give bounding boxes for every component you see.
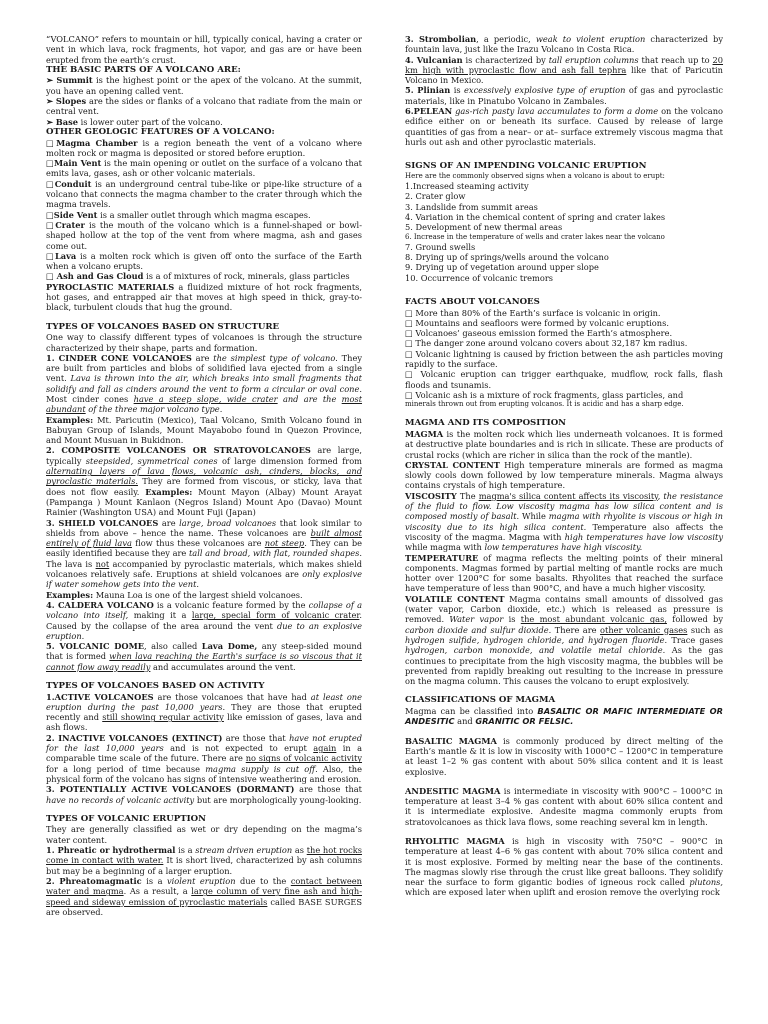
andesitic-paragraph: ANDESITIC MAGMA is intermediate in viscosity with 900°C – 1000°C in temperature at least 3–4 % gas content with about 60% silica content and it is intermediate explosive. Andesite magma commonly erupts from stratovolcanoes as thick lava flows, some reaching several km in length. bbox=[405, 785, 723, 827]
list-item: □ More than 80% of the Earth’s surface is volcanic in origin. bbox=[405, 307, 661, 318]
magma-heading: MAGMA AND ITS COMPOSITION bbox=[405, 418, 567, 429]
feature-magma-chamber: □Magma Chamber is a region beneath the vent of a volcano where molten rock or magma is deposited or stored before eruption. bbox=[46, 137, 362, 158]
list-item: 3. Landslide from summit areas bbox=[405, 201, 538, 212]
list-item: 5. Development of new thermal areas bbox=[405, 222, 563, 233]
eruption-heading: TYPES OF VOLCANIC ERUPTION bbox=[46, 813, 206, 824]
feature-lava: □Lava is a molten rock which is given off onto the surface of the Earth when a volcano erupts. bbox=[46, 250, 362, 272]
activity-heading: TYPES OF VOLCANOES BASED ON ACTIVITY bbox=[46, 681, 265, 691]
cinder-cone-examples: Examples: Mt. Paricutin (Mexico), Taal Volcano, Smith Volcano found in Babuyan Group of Islands, Mount Mayabobo found in Quezon Province, and Mount Musuan in Bukidnon. bbox=[46, 414, 362, 446]
feature-ash-gas-cloud: □ Ash and Gas Cloud is a of mixtures of rock, minerals, glass particles bbox=[46, 271, 350, 282]
dormant-paragraph: 3. POTENTIALLY ACTIVE VOLCANOES (DORMANT) are those that have no records of volcanic activity but are morphologically young-looking. bbox=[46, 784, 362, 805]
pelean-paragraph: 6.PELEAN gas-rich pasty lava accumulates to form a dome on the volcano edifice either on or beneath its surface. Caused by release of large quantities of gas from a near– or at– surface extremely viscous magma that hurls out ash and other pyroclastic materials. bbox=[405, 106, 723, 147]
list-item: minerals thrown out from erupting volcanos. It is acidic and has a sharp edge. bbox=[405, 400, 684, 409]
viscosity-paragraph: VISCOSITY The magma's silica content affects its viscosity, the resistance of the fluid to flow. Low viscosity magma has low silica content and is composed mostly of basalt. While magma with rhyolite is viscous or high in viscosity due to its high silica content. Temperature also affects the viscosity of the magma. Magma with high temperatures have low viscosity while magma with low temperatures have high viscosity. bbox=[405, 490, 723, 553]
list-item: 6. Increase in the temperature of wells and crater lakes near the volcano bbox=[405, 232, 665, 241]
feature-conduit: □Conduit is an underground central tube-like or pipe-like structure of a volcano that connects the magma chamber to the crater through which the magma travels. bbox=[46, 178, 362, 210]
list-item: □ Volcanic ash is a mixture of rock fragments, glass particles, and bbox=[405, 389, 684, 400]
dome-paragraph: 5. VOLCANIC DOME, also called Lava Dome, any steep-sided mound that is formed when lava reaching the Earth's surface is so viscous that it cannot flow away readily and accumulates around the vent. bbox=[46, 641, 362, 672]
pyroclastic-paragraph: PYROCLASTIC MATERIALS a fluidized mixture of hot rock fragments, hot gases, and entrapped air that moves at high speed in thick, gray-to-black, turbulent clouds that hug the ground. bbox=[46, 281, 363, 313]
signs-heading: SIGNS OF AN IMPENDING VOLCANIC ERUPTION bbox=[405, 161, 647, 172]
intro-paragraph: “VOLCANO” refers to mountain or hill, typically conical, having a crater or vent in which lava, rock fragments, hot vapor, and gas are or have been erupted from the earth’s crust. bbox=[46, 34, 362, 65]
composite-paragraph: 2. COMPOSITE VOLCANOES OR STRATOVOLCANOES are large, typically steepsided, symmetrical cones of large dimension formed from alternating layers of lava flows, volcanic ash, cinders, blocks, and pyroclastic materials. They are formed from viscous, or sticky, lava that does not flow easily. Examples: Mount Mayon (Albay) Mount Arayat (Pampanga ) Mount Kanlaon (Negros Island) Mount Apo (Davao) Mount Rainier (Washington USA) and Mount Fuji (Japan) bbox=[46, 445, 363, 518]
list-item: 9. Drying up of vegetation around upper slope bbox=[405, 262, 599, 273]
list-item: 8. Drying up of springs/wells around the volcano bbox=[405, 252, 609, 263]
feature-side-vent: □Side Vent is a smaller outlet through which magma escapes. bbox=[46, 209, 311, 220]
temperature-paragraph: TEMPERATURE of magma reflects the melting points of their mineral components. Magmas formed by partial melting of mantle rocks are much hotter over 1200°C for some basalts. Rhyolites that reached the surface have temperature of less than 900°C, and have a much higher viscosity. bbox=[405, 552, 723, 594]
classifications-paragraph: Magma can be classified into BASALTIC OR MAFIC INTERMEDIATE OR ANDESITIC and GRANITIC OR FELSIC. bbox=[405, 706, 723, 727]
classifications-heading: CLASSIFICATIONS OF MAGMA bbox=[405, 695, 556, 706]
volatile-content-paragraph: VOLATILE CONTENT Magma contains small amounts of dissolved gas (water vapor, Carbon dioxide, etc.) which is released as pressure is removed. Water vapor is the most abundant volcanic gas, followed by carbon dioxide and sulfur dioxide. There are other volcanic gases such as hydrogen sulfide, hydrogen chloride, and hydrogen fluoride. Trace gases hydrogen, carbon monoxide, and volatile metal chloride. As the gas continues to precipitate from the high viscosity magma, the bubbles will be prevented from rapidly breaking out resulting to the increase in pressure on the magma column. This causes the volcano to erupt explosively. bbox=[405, 593, 723, 687]
list-item: 1.Increased steaming activity bbox=[405, 181, 529, 192]
shield-examples: Examples: Mauna Loa is one of the largest shield volcanoes. bbox=[46, 589, 303, 600]
list-item: □ Volcanic eruption can trigger earthquake, mudflow, rock falls, flash floods and tsunamis. bbox=[405, 369, 723, 390]
inactive-paragraph: 2. INACTIVE VOLCANOES (EXTINCT) are those that have not erupted for the last 10,000 years and is not expected to erupt again in a comparable time scale of the future. There are no signs of volcanic activity for a long period of time because magma supply is cut off. Also, the physical form of the volcano has signs of intensive weathering and erosion. bbox=[46, 732, 363, 784]
list-item: □ Mountains and seafloors were formed by volcanic eruptions. bbox=[405, 317, 669, 328]
basic-part-summit: ➢ Summit is the highest point or the apex of the volcano. At the summit, you have an opening called vent. bbox=[46, 75, 362, 96]
strombolian-paragraph: 3. Strombolian, a periodic, weak to violent eruption characterized by fountain lava, just like the Irazu Volcano in Costa Rica. bbox=[405, 34, 723, 55]
feature-main-vent: □Main Vent is the main opening or outlet on the surface of a volcano that emits lava, gases, ash or other volcanic materials. bbox=[46, 158, 362, 179]
feature-crater: □Crater is the mouth of the volcano which is a funnel-shaped or bowl-shaped hollow at the top of the vent from where magma, ash and gases come out. bbox=[46, 219, 362, 251]
signs-list bbox=[405, 181, 723, 283]
features-heading: OTHER GEOLOGIC FEATURES OF A VOLCANO: bbox=[46, 126, 275, 137]
structure-intro: One way to classify different types of volcanoes is through the structure characterized by their shape, parts and formation. bbox=[46, 332, 362, 353]
basaltic-paragraph: BASALTIC MAGMA is commonly produced by direct melting of the Earth’s mantle & it is low in viscosity with 1000°C – 1200°C in temperature at least 1–2 % gas content with about 50% silica content and it is least explosive. bbox=[405, 735, 723, 777]
facts-heading: FACTS ABOUT VOLCANOES bbox=[405, 296, 540, 307]
list-item: 2. Crater glow bbox=[405, 191, 466, 202]
crystal-content-paragraph: CRYSTAL CONTENT High temperature minerals are formed as magma slowly cools down followed by low temperature minerals. Magma always contains crystals of high temperature. bbox=[405, 459, 723, 491]
basic-parts-heading: THE BASIC PARTS OF A VOLCANO ARE: bbox=[46, 64, 241, 75]
list-item: □ Volcanoes’ gaseous emission formed the Earth’s atmosphere. bbox=[405, 328, 673, 339]
structure-heading: TYPES OF VOLCANOES BASED ON STRUCTURE bbox=[46, 321, 280, 332]
basic-part-slopes: ➢ Slopes are the sides or flanks of a volcano that radiate from the main or central vent. bbox=[46, 96, 362, 117]
magma-paragraph: MAGMA is the molten rock which lies underneath volcanoes. It is formed at destructive plate boundaries and is rich in silicate. These are products of crustal rocks (which are richer in silica than the rock of the mantle). bbox=[405, 429, 723, 460]
phreatic-paragraph: 1. Phreatic or hydrothermal is a stream driven eruption as the hot rocks come in contact with water. It is short lived, characterized by ash columns but may be a beginning of a larger eruption. bbox=[46, 845, 362, 876]
active-paragraph: 1.ACTIVE VOLCANOES are those volcanoes that have had at least one eruption during the past 10,000 years. They are those that erupted recently and still showing regular activity like emission of gases, lava and ash flows. bbox=[46, 691, 362, 733]
shield-paragraph: 3. SHIELD VOLCANOES are large, broad volcanoes that look similar to shields from above – hence the name. These volcanoes are built almost entirely of fluid lava flow thus these volcanoes are not steep. They can be easily identified because they are tall and broad, with flat, rounded shapes. The lava is not accompanied by pyroclastic materials, which makes shield volcanoes relatively safe. Eruptions at shield volcanoes are only explosive if water somehow gets into the vent. bbox=[46, 517, 362, 590]
right-column bbox=[405, 34, 723, 898]
left-column bbox=[46, 34, 362, 917]
cinder-cone-paragraph: 1. CINDER CONE VOLCANOES are the simplest type of volcano. They are built from particles and blobs of solidified lava ejected from a single vent. Lava is thrown into the air, which breaks into small fragments that solidify and fall as cinders around the vent to form a circular or oval cone. Most cinder cones have a steep slope, wide crater and are the most abundant of the three major volcano type. bbox=[46, 352, 363, 415]
list-item: 7. Ground swells bbox=[405, 241, 476, 252]
rhyolitic-paragraph: RHYOLITIC MAGMA is high in viscosity with 750°C – 900°C in temperature at least 4–6 % gas content with about 70% silica content and it is most explosive. Formed by melting near the base of the continents. The magmas slowly rise through the crust like great balloons. They solidify near the surface to form gigantic bodies of igneous rock called plutons, which are exposed later when uplift and erosion remove the overlying rock bbox=[405, 835, 723, 898]
list-item: □ Volcanic lightning is caused by friction between the ash particles moving rapidly to the surface. bbox=[405, 348, 723, 370]
caldera-paragraph: 4. CALDERA VOLCANO is a volcanic feature formed by the collapse of a volcano into itself, making it a large, special form of volcanic crater. Caused by the collapse of the area around the vent due to an explosive eruption. bbox=[46, 599, 363, 641]
plinian-paragraph: 5. Plinian is excessively explosive type of eruption of gas and pyroclastic materials, like in Pinatubo Volcano in Zambales. bbox=[405, 85, 724, 106]
list-item: □ The danger zone around volcano covers about 32,187 km radius. bbox=[405, 338, 688, 349]
basic-part-base: ➢ Base is lower outer part of the volcano. bbox=[46, 116, 223, 127]
list-item: 10. Occurrence of volcanic tremors bbox=[405, 272, 554, 283]
signs-intro: Here are the commonly observed signs when a volcano is about to erupt: bbox=[405, 171, 665, 180]
list-item: 4. Variation in the chemical content of spring and crater lakes bbox=[405, 211, 666, 222]
phreatomagmatic-paragraph: 2. Phreatomagmatic is a violent eruption due to the contact between water and magma. As a result, a large column of very fine ash and high-speed and sideway emission of pyroclastic materials called BASE SURGES are observed. bbox=[46, 875, 363, 917]
vulcanian-paragraph: 4. Vulcanian is characterized by tall eruption columns that reach up to 20 km high with pyroclastic flow and ash fall tephra like that of Paricutin Volcano in Mexico. bbox=[405, 54, 724, 86]
eruption-intro: They are generally classified as wet or dry depending on the magma’s water content. bbox=[46, 824, 362, 845]
